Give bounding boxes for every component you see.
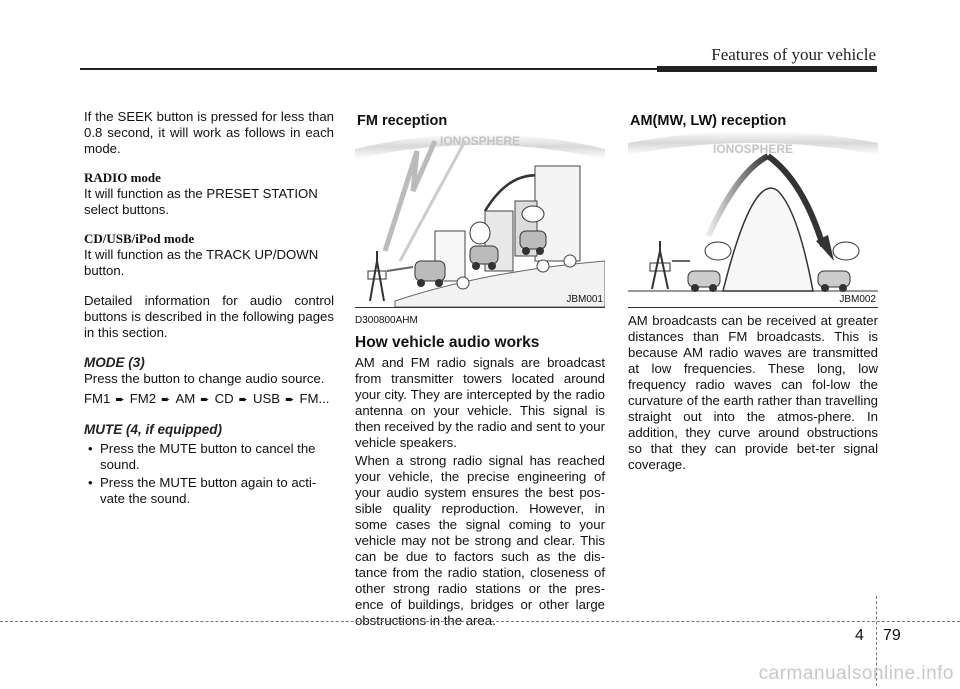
mode-sequence-item: FM1: [84, 391, 111, 406]
music-note-icon: [522, 206, 544, 222]
detail-text: Detailed information for audio control buttons is described in the following pages in this section.: [84, 293, 334, 340]
car-icon: [818, 271, 850, 292]
mode-heading: MODE (3): [84, 355, 145, 370]
hill-obstruction: [723, 188, 813, 291]
car-icon: [415, 261, 445, 287]
radio-tower-icon: [650, 241, 670, 289]
am-figure-code: JBM002: [839, 294, 876, 305]
fm-reception-illustration: [355, 111, 605, 307]
mode-sequence-item: FM2: [129, 391, 157, 406]
arrow-right-icon: ➨: [158, 394, 174, 406]
am-reception-figure: [628, 111, 878, 308]
music-note-icon: [833, 242, 859, 260]
mode-sequence-item: CD: [214, 391, 234, 406]
header-tab-bar: [657, 66, 877, 72]
watermark: carmanualsonline.info: [758, 663, 954, 684]
section-title: Features of your vehicle: [711, 45, 876, 64]
column-left: [84, 109, 334, 509]
ionosphere-label: IONOSPHERE: [439, 134, 521, 148]
am-broadcast-paragraph: AM broadcasts can be received at greater distances than FM broadcasts. This is because AM radio waves are transmitted at low frequencies. These long, low frequency radio waves can fol-low the curvature of the earth rather than travelling straight out into the atmos-phere. In addition, they curve around obstructions so that they can provide bet-ter signal coverage.: [628, 313, 878, 472]
car-icon: [470, 246, 498, 270]
arrow-right-icon: ➨: [197, 394, 213, 406]
car-icon: [688, 271, 720, 292]
fm-reception-figure: [355, 111, 605, 308]
seek-intro-text: If the SEEK button is pressed for less than 0.8 second, it will work as follows in each mode.: [84, 109, 334, 156]
am-reception-illustration: [628, 111, 878, 307]
music-note-icon: [705, 242, 731, 260]
mode-sequence-item: FM...: [299, 391, 330, 406]
cd-mode-text: It will function as the TRACK UP/DOWN button.: [84, 247, 319, 278]
section-code: D300800AHM: [355, 315, 418, 326]
fm-figure-code: JBM001: [566, 294, 603, 305]
column-middle: [355, 313, 605, 629]
tree-icon: [537, 260, 549, 272]
mute-bullet: • Press the MUTE button to cancel the sound.: [84, 441, 334, 473]
footer-rule: [0, 621, 960, 622]
mode-sequence-item: AM: [175, 391, 196, 406]
mode-sequence: [84, 391, 334, 408]
signal-arrow: [387, 267, 413, 271]
radio-tower-icon: [368, 251, 386, 301]
page-number: 79: [883, 627, 901, 644]
column-right: [628, 313, 878, 473]
fm-signal-bolt: [385, 141, 435, 251]
static-noise-icon: [470, 222, 490, 244]
arrow-right-icon: ➨: [235, 394, 251, 406]
audio-works-paragraph-2: When a strong radio signal has reached your vehicle, the precise engineering of your audio system ensures the best pos-sible quality reproduction. However, in some cases the signal coming to your vehicle may not be strong and clear. This can be due to factors such as the dis-tance from the radio station, closeness of other strong radio stations or the pres-ence of buildings, bridges or other large obstructions in the area.: [355, 453, 605, 628]
tree-icon: [457, 277, 469, 289]
radio-mode-heading: RADIO mode: [84, 170, 161, 185]
section-heading: How vehicle audio works: [355, 334, 540, 351]
chapter-number: 4: [855, 627, 864, 644]
arrow-right-icon: ➨: [112, 394, 128, 406]
am-figure-title: AM(MW, LW) reception: [630, 113, 787, 129]
radio-mode-text: It will function as the PRESET STATION select buttons.: [84, 186, 318, 217]
arrow-right-icon: ➨: [282, 394, 298, 406]
mode-sequence-item: USB: [252, 391, 281, 406]
mode-text: Press the button to change audio source.: [84, 371, 325, 386]
ionosphere-label: IONOSPHERE: [712, 142, 794, 156]
tree-icon: [564, 255, 576, 267]
mute-heading: MUTE (4, if equipped): [84, 422, 222, 437]
fm-figure-title: FM reception: [357, 113, 448, 129]
mute-bullet: • Press the MUTE button again to acti-vate the sound.: [84, 475, 334, 507]
cd-mode-heading: CD/USB/iPod mode: [84, 231, 195, 246]
audio-works-paragraph-1: AM and FM radio signals are broadcast from transmitter towers located around your city. They are intercepted by the radio antenna on your vehicle. This signal is then received by the radio and sent to your vehicle speakers.: [355, 355, 605, 450]
mute-bullet-list: [84, 441, 334, 507]
